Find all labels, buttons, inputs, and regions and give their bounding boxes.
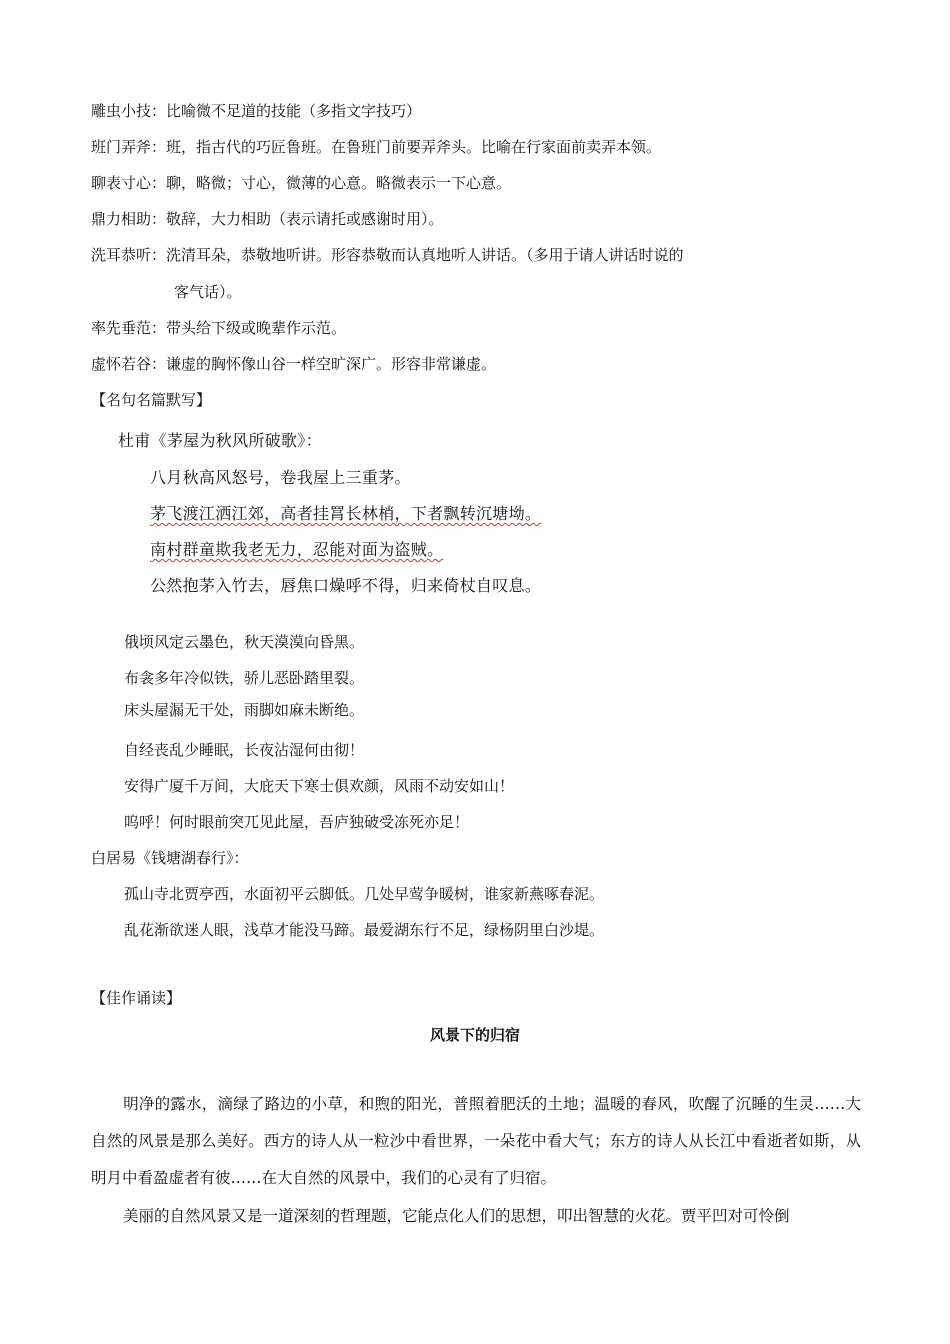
- idiom-definition: 带头给下级或晚辈作示范。: [166, 319, 347, 337]
- idiom-row: [91, 318, 346, 338]
- poem-image-title: 杜甫《茅屋为秋风所破歌》：: [118, 431, 322, 450]
- poem-line: 俄顷风定云墨色，秋天漠漠向昏黑。: [124, 633, 365, 651]
- idiom-term: 雕虫小技：: [91, 102, 167, 120]
- idiom-definition: 班，指古代的巧匠鲁班。在鲁班门前要弄斧头。比喻在行家面前卖弄本领。: [166, 138, 662, 156]
- article-title: 风景下的归宿: [429, 1026, 520, 1044]
- poem-line: 孤山寺北贾亭西，水面初平云脚低。几处早莺争暖树，谁家新燕啄春泥。: [124, 885, 605, 903]
- poem-line: 呜呼！何时眼前突兀见此屋，吾庐独破受冻死亦足！: [124, 813, 470, 831]
- poem-line: 自经丧乱少睡眠，长夜沾湿何由彻！: [124, 741, 365, 759]
- idiom-row: [91, 354, 496, 374]
- idiom-definition: 敬辞，大力相助（表示请托或感谢时用）。: [166, 210, 444, 228]
- poem-line: 床头屋漏无干处，雨脚如麻未断绝。: [124, 701, 365, 719]
- idiom-term: 班门弄斧：: [91, 138, 167, 156]
- poem-image-line-text: 茅飞渡江洒江郊，高者挂罥长林梢，下者飘转沉塘坳。: [150, 504, 542, 523]
- idiom-row: [91, 137, 661, 157]
- poem-image-line: [150, 539, 443, 561]
- article-paragraph: [91, 1198, 861, 1235]
- idiom-row: [91, 245, 684, 265]
- idiom-term: 虚怀若谷：: [91, 355, 167, 373]
- idiom-definition: 比喻微不足道的技能（多指文字技巧）: [166, 102, 422, 120]
- idiom-term: 洗耳恭听：: [91, 246, 167, 264]
- poem-line: 布衾多年冷似铁，骄儿恶卧踏里裂。: [124, 669, 365, 687]
- poem-image-line: 八月秋高风怒号，卷我屋上三重茅。: [150, 468, 411, 487]
- idiom-definition: 谦虚的胸怀像山谷一样空旷深广。形容非常谦虚。: [166, 355, 497, 373]
- idiom-row: [91, 173, 511, 193]
- idiom-row: [91, 209, 444, 229]
- poem-image-line: [150, 503, 541, 525]
- paragraph-text: 明净的露水，滴绿了路边的小草，和煦的阳光，普照着肥沃的土地；温暖的春风，吹醒了沉睡的生灵……大自然的风景是那么美好。西方的诗人从一粒沙中看世界，一朵花中看大气；东方的诗人从长江中看逝者如斯，从明月中看盈虚者有彼……在大自然的风景中，我们的心灵有了归宿。: [91, 1095, 861, 1187]
- idiom-term: 率先垂范：: [91, 319, 167, 337]
- idiom-definition: 聊，略微；寸心，微薄的心意。略微表示一下心意。: [166, 174, 512, 192]
- poem-image: [110, 418, 550, 618]
- idiom-definition-continued: 客气话）。: [174, 283, 242, 301]
- idiom-term: 聊表寸心：: [91, 174, 167, 192]
- poem-line: 乱花渐欲迷人眼，浅草才能没马蹄。最爱湖东行不足，绿杨阴里白沙堤。: [124, 921, 605, 939]
- idiom-definition: 洗清耳朵，恭敬地听讲。形容恭敬而认真地听人讲话。（多用于请人讲话时说的: [166, 246, 684, 264]
- section-heading-reading: 【佳作诵读】: [91, 989, 182, 1007]
- poem-title-baijuyi: 白居易《钱塘湖春行》：: [91, 849, 249, 867]
- section-heading-recite: 【名句名篇默写】: [91, 391, 212, 409]
- paragraph-text: 美丽的自然风景又是一道深刻的哲理题，它能点化人们的思想，叩出智慧的火花。贾平凹对可怜倒: [123, 1207, 790, 1225]
- poem-image-line-text: 南村群童欺我老无力，忍能对面为盗贼。: [150, 540, 444, 559]
- poem-image-line: 公然抱茅入竹去，唇焦口燥呼不得，归来倚杖自叹息。: [150, 576, 542, 595]
- poem-line: 安得广厦千万间，大庇天下寒士俱欢颜，风雨不动安如山！: [124, 777, 515, 795]
- article-paragraph: [91, 1086, 861, 1197]
- idiom-row: [91, 101, 421, 121]
- idiom-term: 鼎力相助：: [91, 210, 167, 228]
